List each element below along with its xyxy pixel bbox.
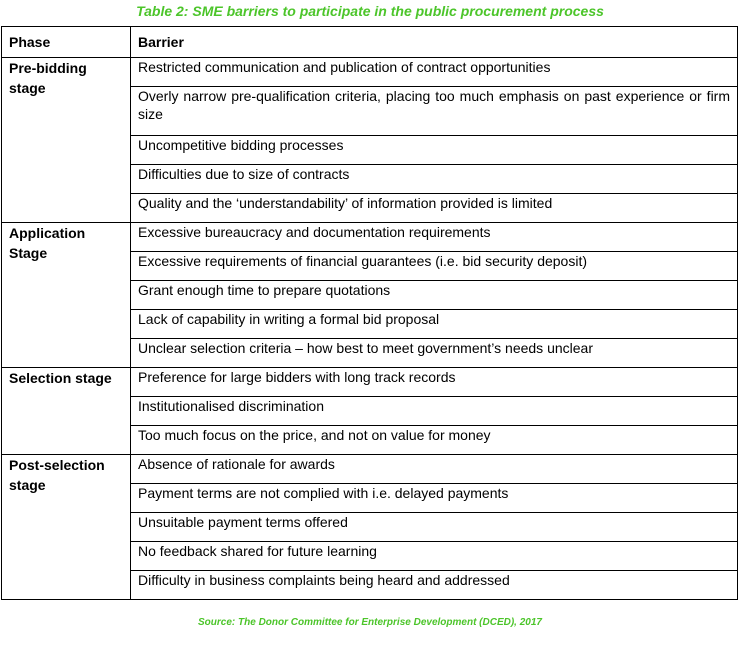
barrier-cell: Institutionalised discrimination — [131, 397, 738, 426]
barrier-cell: Grant enough time to prepare quotations — [131, 281, 738, 310]
phase-cell: Application Stage — [2, 223, 131, 368]
barrier-cell: Overly narrow pre-qualification criteria, placing too much emphasis on past experience or firm size — [131, 87, 738, 136]
table-body — [2, 58, 738, 600]
barrier-cell: Restricted communication and publication of contract opportunities — [131, 58, 738, 87]
phase-column-header: Phase — [2, 27, 131, 58]
barrier-cell: Difficulty in business complaints being heard and addressed — [131, 571, 738, 600]
table-caption: Table 2: SME barriers to participate in the public procurement process — [136, 3, 604, 19]
source-note: Source: The Donor Committee for Enterprise Development (DCED), 2017 — [198, 617, 542, 628]
barrier-cell: Excessive bureaucracy and documentation requirements — [131, 223, 738, 252]
barrier-cell: Payment terms are not complied with i.e. delayed payments — [131, 484, 738, 513]
barrier-cell: Difficulties due to size of contracts — [131, 165, 738, 194]
table-row — [2, 455, 738, 484]
barrier-cell: No feedback shared for future learning — [131, 542, 738, 571]
barrier-cell: Excessive requirements of financial guarantees (i.e. bid security deposit) — [131, 252, 738, 281]
phase-cell: Pre-bidding stage — [2, 58, 131, 223]
table-header-row — [2, 27, 738, 58]
phase-cell: Post-selection stage — [2, 455, 131, 600]
barrier-cell: Unclear selection criteria – how best to meet government’s needs unclear — [131, 339, 738, 368]
barrier-cell: Lack of capability in writing a formal bid proposal — [131, 310, 738, 339]
barrier-cell: Too much focus on the price, and not on value for money — [131, 426, 738, 455]
barrier-cell: Unsuitable payment terms offered — [131, 513, 738, 542]
barrier-cell: Absence of rationale for awards — [131, 455, 738, 484]
barrier-column-header: Barrier — [131, 27, 738, 58]
table-row — [2, 223, 738, 252]
table-row — [2, 58, 738, 87]
table-row — [2, 368, 738, 397]
barrier-cell: Uncompetitive bidding processes — [131, 136, 738, 165]
phase-cell: Selection stage — [2, 368, 131, 455]
barrier-cell: Preference for large bidders with long track records — [131, 368, 738, 397]
barrier-cell: Quality and the ‘understandability’ of information provided is limited — [131, 194, 738, 223]
barriers-table — [1, 26, 738, 600]
